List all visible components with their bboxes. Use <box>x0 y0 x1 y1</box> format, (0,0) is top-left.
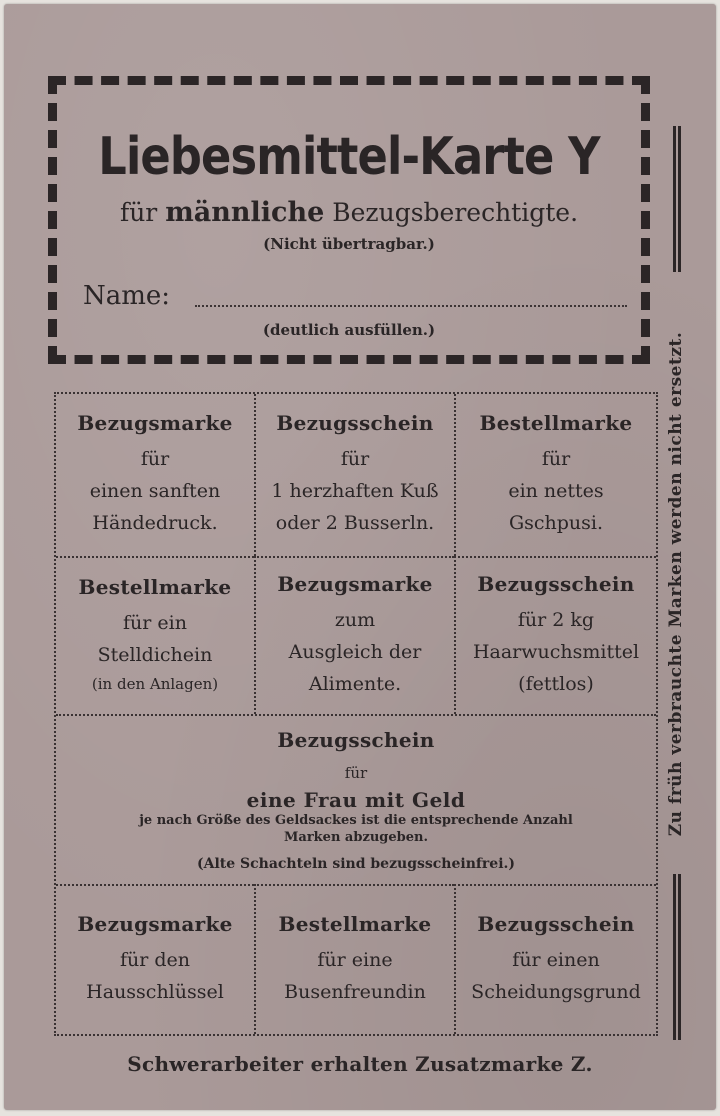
coupon-line: Hausschlüssel <box>86 981 224 1003</box>
coupon-fineprint: Marken abzugeben. <box>284 830 428 845</box>
coupon-line: Gschpusi. <box>508 512 604 534</box>
coupon-line: (fettlos) <box>518 673 594 695</box>
coupon-line: für einen <box>512 949 600 971</box>
coupon-note: (Alte Schachteln sind bezugsscheinfrei.) <box>196 856 516 872</box>
name-field[interactable] <box>195 305 627 307</box>
coupon-line: oder 2 Busserln. <box>275 512 435 534</box>
coupon-head: Bezugsschein <box>477 572 635 596</box>
side-notice <box>652 124 712 1044</box>
coupon-line: für 2 kg <box>517 609 595 631</box>
coupon-line: (in den Anlagen) <box>91 675 219 693</box>
coupon-scheidungsgrund[interactable] <box>454 884 656 1034</box>
coupon-line: einen sanften <box>89 480 221 502</box>
ration-card <box>4 4 716 1110</box>
side-rule-top <box>673 126 681 272</box>
coupon-line: für ein <box>123 612 187 634</box>
coupon-haendedruck[interactable] <box>56 394 254 556</box>
coupon-line: 1 herzhaften Kuß <box>271 480 439 502</box>
coupon-head: Bezugsschein <box>277 728 435 752</box>
subtitle-strong: männliche <box>165 197 325 228</box>
card-title: Liebesmittel-Karte Y <box>98 127 600 187</box>
coupon-line: für den <box>119 949 191 971</box>
coupon-line: Busenfreundin <box>284 981 426 1003</box>
coupon-head: Bezugsmarke <box>77 912 233 936</box>
subtitle-pre: für <box>119 198 158 227</box>
coupon-head: Bestellmarke <box>479 411 633 435</box>
coupon-line: ein nettes <box>508 480 604 502</box>
card-subtitle <box>57 197 641 228</box>
coupon-line: Stelldichein <box>97 644 213 666</box>
coupon-line: Ausgleich der <box>288 641 422 663</box>
coupon-line: Haarwuchsmittel <box>472 641 640 663</box>
subtitle-post: Bezugsberechtigte. <box>332 198 579 227</box>
name-label: Name: <box>83 281 171 311</box>
coupon-hausschluessel[interactable] <box>56 884 254 1034</box>
coupon-head: Bezugsschein <box>477 912 635 936</box>
coupon-line: für <box>340 448 370 470</box>
coupon-line: Händedruck. <box>92 512 218 534</box>
coupon-busenfreundin[interactable] <box>254 884 454 1034</box>
name-hint: (deutlich ausfüllen.) <box>262 321 436 339</box>
coupon-line: für <box>344 764 368 782</box>
coupon-highlight: eine Frau mit Geld <box>246 788 466 812</box>
coupon-frau-mit-geld[interactable] <box>56 714 656 884</box>
coupon-line: für eine <box>317 949 393 971</box>
nontransfer-note: (Nicht übertragbar.) <box>263 235 435 253</box>
coupon-stelldichein[interactable] <box>56 556 254 714</box>
coupon-head: Bestellmarke <box>78 575 232 599</box>
coupon-head: Bezugsmarke <box>277 572 433 596</box>
title-box <box>48 76 650 364</box>
coupon-haarwuchsmittel[interactable] <box>454 556 656 714</box>
side-notice-text: Zu früh verbrauchte Marken werden nicht ersetzt. <box>666 331 686 837</box>
coupon-line: Scheidungsgrund <box>471 981 641 1003</box>
coupon-line: zum <box>334 609 376 631</box>
coupon-head: Bezugsmarke <box>77 411 233 435</box>
coupon-line: Alimente. <box>308 673 402 695</box>
coupon-gschpusi[interactable] <box>454 394 656 556</box>
coupon-grid <box>54 392 658 1036</box>
coupon-head: Bestellmarke <box>278 912 432 936</box>
coupon-line: für <box>140 448 170 470</box>
coupon-head: Bezugsschein <box>276 411 434 435</box>
coupon-alimente[interactable] <box>254 556 454 714</box>
side-rule-bottom <box>673 874 681 1040</box>
coupon-fineprint: je nach Größe des Geldsackes ist die entsprechende Anzahl <box>139 813 573 828</box>
coupon-line: für <box>541 448 571 470</box>
footer-note: Schwerarbeiter erhalten Zusatzmarke Z. <box>127 1052 593 1076</box>
coupon-kuss[interactable] <box>254 394 454 556</box>
